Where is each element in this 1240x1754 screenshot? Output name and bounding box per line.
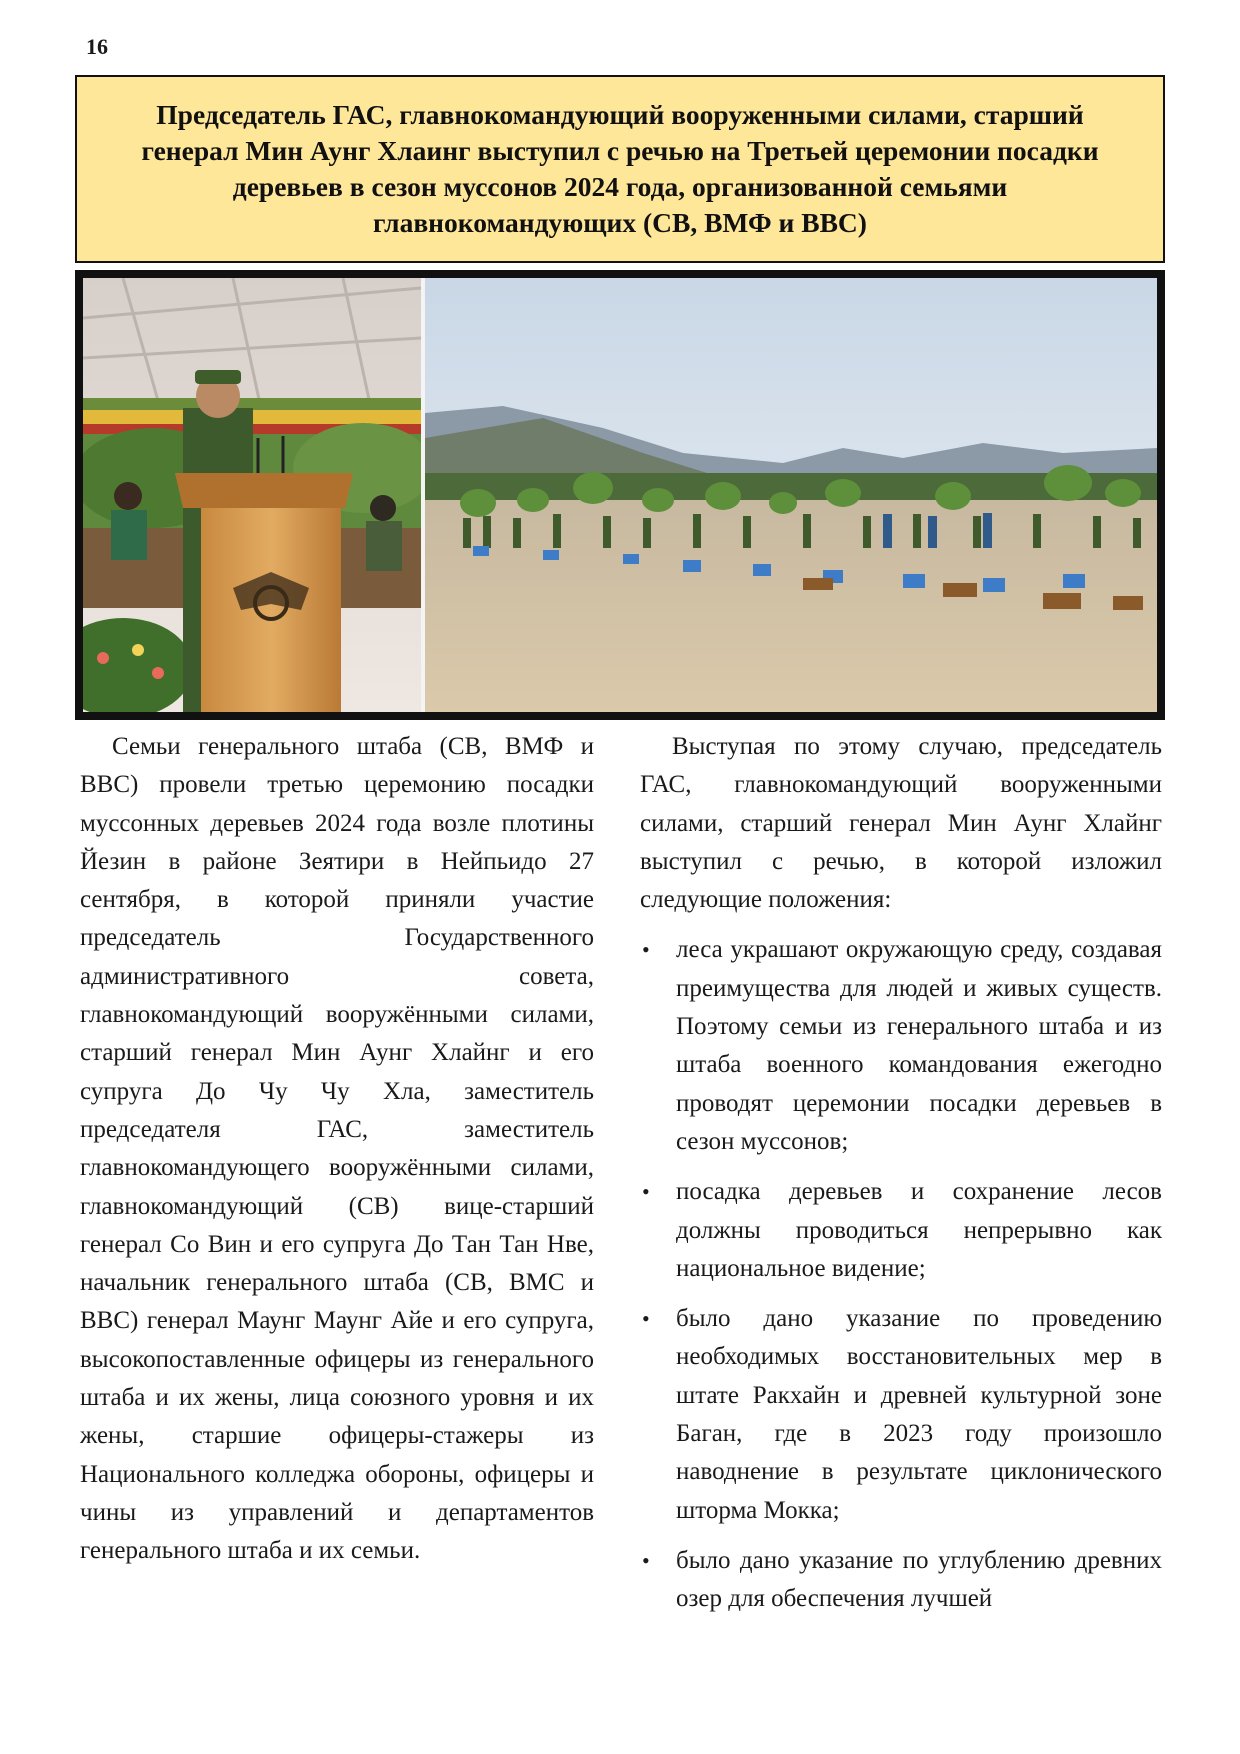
right-column — [640, 728, 1162, 1631]
event-photo — [83, 278, 1157, 712]
bullet-icon: • — [642, 1306, 650, 1332]
list-item-text: посадка деревьев и сохранение лесов должны проводиться непрерывно как национальное видение; — [676, 1178, 1162, 1282]
list-item — [640, 1542, 1162, 1619]
bullet-icon: • — [642, 1547, 650, 1573]
headline-box — [75, 75, 1165, 263]
page-number: 16 — [86, 34, 108, 59]
body-paragraph: Семьи генерального штаба (СВ, ВМФ и ВВС) провели третью церемонию посадки муссонных деревьев 2024 года возле плотины Йезин в районе Зеятири в Нейпьидо 27 сентября, в которой приняли участие председатель Государственного административного совета, главнокомандующий вооружёнными силами, старший генерал Мин Аунг Хлайнг и его супруга До Чу Чу Хла, заместитель председателя ГАС, заместитель главнокомандующего вооружёнными силами, главнокомандующий (СВ) вице-старший генерал Со Вин и его супруга До Тан Тан Нве, начальник генерального штаба (СВ, ВМС и ВВС) генерал Маунг Маунг Айе и его супруга, высокопоставленные офицеры из генерального штаба и их жены, лица союзного уровня и их жены, старшие офицеры-стажеры из Национального колледжа обороны, офицеры и чины из управлений и департаментов генерального штаба и их семьи. — [80, 733, 594, 1565]
photo-frame — [75, 270, 1165, 720]
list-item-text: леса украшают окружающую среду, создавая преимущества для людей и живых существ. Поэтому семьи из генерального штаба и из штаба военного командования ежегодно проводят церемонии посадки деревьев в сезон муссонов; — [676, 936, 1162, 1155]
bullet-icon: • — [642, 1179, 650, 1205]
speaker-at-podium-photo — [83, 278, 433, 712]
bullet-icon: • — [642, 937, 650, 963]
tree-planting-field-photo — [425, 278, 1157, 712]
speech-points-list — [640, 931, 1162, 1618]
list-item-text: было дано указание по проведению необходимых восстановительных мер в штате Ракхайн и древней культурной зоне Баган, где в 2023 году произошло наводнение в результате циклонического шторма Мокка; — [676, 1305, 1162, 1524]
list-item-text: было дано указание по углублению древних озер для обеспечения лучшей — [676, 1546, 1162, 1613]
list-item — [640, 1300, 1162, 1530]
speech-intro: Выступая по этому случаю, председатель ГАС, главнокомандующий вооруженными силами, старший генерал Мин Аунг Хлайнг выступил с речью, в которой изложил следующие положения: — [640, 733, 1162, 914]
headline: Председатель ГАС, главнокомандующий вооруженными силами, старший генерал Мин Аунг Хлаинг выступил с речью на Третьей церемонии посадки деревьев в сезон муссонов 2024 года, организованной семьями главнокомандующих (СВ, ВМФ и ВВС) — [141, 99, 1099, 238]
list-item — [640, 1173, 1162, 1288]
list-item — [640, 931, 1162, 1161]
left-column — [80, 728, 594, 1571]
